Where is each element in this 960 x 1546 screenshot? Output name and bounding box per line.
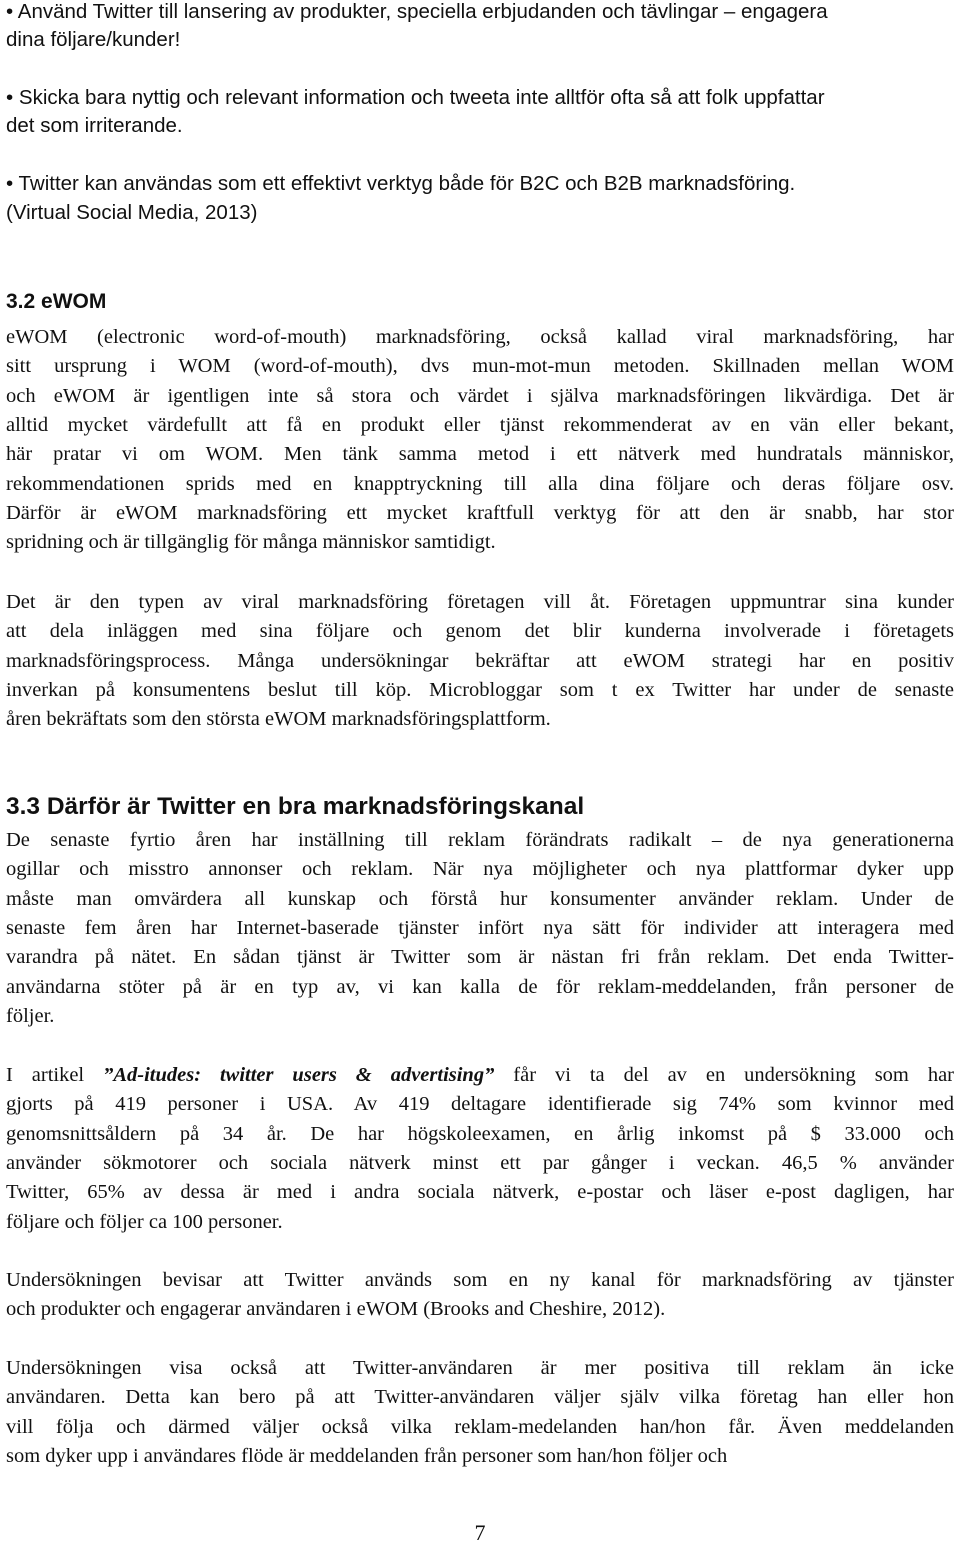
section-3-3-paragraph-3: Undersökningen bevisar att Twitter används som en ny kanal för marknadsföring av tjänster och produkter och engagerar användaren i eWOM (Brooks and Cheshire, 2012).: [6, 1269, 954, 1321]
section-heading-3-3: 3.3 Därför är Twitter en bra marknadsföringskanal: [6, 793, 585, 820]
section-heading-3-2: 3.2 eWOM: [6, 290, 107, 313]
bullet-symbol: •: [6, 86, 14, 109]
bullet-2-line-1: • Skicka bara nyttig och relevant information och tweeta inte alltför ofta så att folk uppfattar: [6, 86, 825, 109]
section-3-3-paragraph-2: I artikel ”Ad-itudes: twitter users & advertising” får vi ta del av en undersökning som har gjorts på 419 personer i USA. Av 419 deltagare identifierade sig 74% som kvinnor med genomsnittsåldern på 34 år. De har högskoleexamen, en årlig inkomst på $ 33.000 och använder sökmotorer och sociala nätverk minst ett par gånger i veckan. 46,5 % använder Twitter, 65% av dessa är med i andra sociala nätverk, e-postar och läser e-post dagligen, har följare och följer ca 100 personer.: [6, 1061, 954, 1237]
page-number: 7: [474, 1520, 486, 1545]
bullet-1-line-1: • Använd Twitter till lansering av produkter, speciella erbjudanden och tävlingar – engagera: [6, 0, 828, 23]
paragraph-first-line: I artikel ”Ad-itudes: twitter users & advertising” får vi ta del av en undersökning som har: [6, 1064, 954, 1086]
bullet-2-line-2: det som irriterande.: [6, 114, 183, 137]
section-3-3-paragraph-1: De senaste fyrtio åren har inställning till reklam förändrats radikalt – de nya generationerna ogillar och misstro annonser och reklam. När nya möjligheter och nya plattformar dyker upp måste man omvärdera all kunskap och förstå hur konsumenter använder reklam. Under de senaste fem åren har Internet-baserade tjänster infört nya sätt för individer att interagera med varandra på nätet. En sådan tjänst är Twitter som är nästan fri från reklam. Det enda Twitter- användarna stöter på är en typ av, vi kan kalla de för reklam-meddelanden, från personer de följer.: [6, 829, 954, 1028]
bullet-3-line-2: (Virtual Social Media, 2013): [6, 201, 258, 224]
bullet-1-line-2: dina följare/kunder!: [6, 28, 181, 51]
article-title: ”Ad-itudes: twitter users & advertising”: [103, 1064, 495, 1086]
section-3-2-paragraph-1: eWOM (electronic word-of-mouth) marknadsföring, också kallad viral marknadsföring, har sitt ursprung i WOM (word-of-mouth), dvs mun-mot-mun metoden. Skillnaden mellan WOM och eWOM är igentligen inte så stora och värdet i själva marknadsföringen likvärdiga. Det är alltid mycket värdefullt att få en produkt eller tjänst rekommenderat av en vän eller bekant, här pratar vi om WOM. Men tänk samma metod i ett nätverk med hundratals människor, rekommendationen sprids med en knapptryckning till alla dina följare och deras följare osv. Därför är eWOM marknadsföring ett mycket kraftfull verktyg för att den är snabb, har stor spridning och är tillgänglig för många människor samtidigt.: [6, 326, 954, 554]
bullet-3-line-1: • Twitter kan användas som ett effektivt verktyg både för B2C och B2B marknadsföring.: [6, 172, 796, 195]
section-3-3-paragraph-4: Undersökningen visa också att Twitter-användaren är mer positiva till reklam än icke användaren. Detta kan bero på att Twitter-användaren väljer själv vilka företag han eller hon vill följa och därmed väljer också vilka reklam-medelanden han/hon får. Även meddelanden som dyker upp i användares flöde är meddelanden från personer som han/hon följer och: [6, 1357, 954, 1468]
section-3-2-paragraph-2: Det är den typen av viral marknadsföring företagen vill åt. Företagen uppmuntrar sina kunder att dela inläggen med sina följare och genom det blir kunderna involverade i företagets marknadsföringsprocess. Många undersökningar bekräftar att eWOM strategi har en positiv inverkan på konsumentens beslut till köp. Microbloggar som t ex Twitter har under de senaste åren bekräftats som den största eWOM marknadsföringsplattform.: [6, 591, 954, 731]
bullet-symbol: •: [6, 172, 14, 195]
bullet-symbol: •: [6, 0, 14, 23]
